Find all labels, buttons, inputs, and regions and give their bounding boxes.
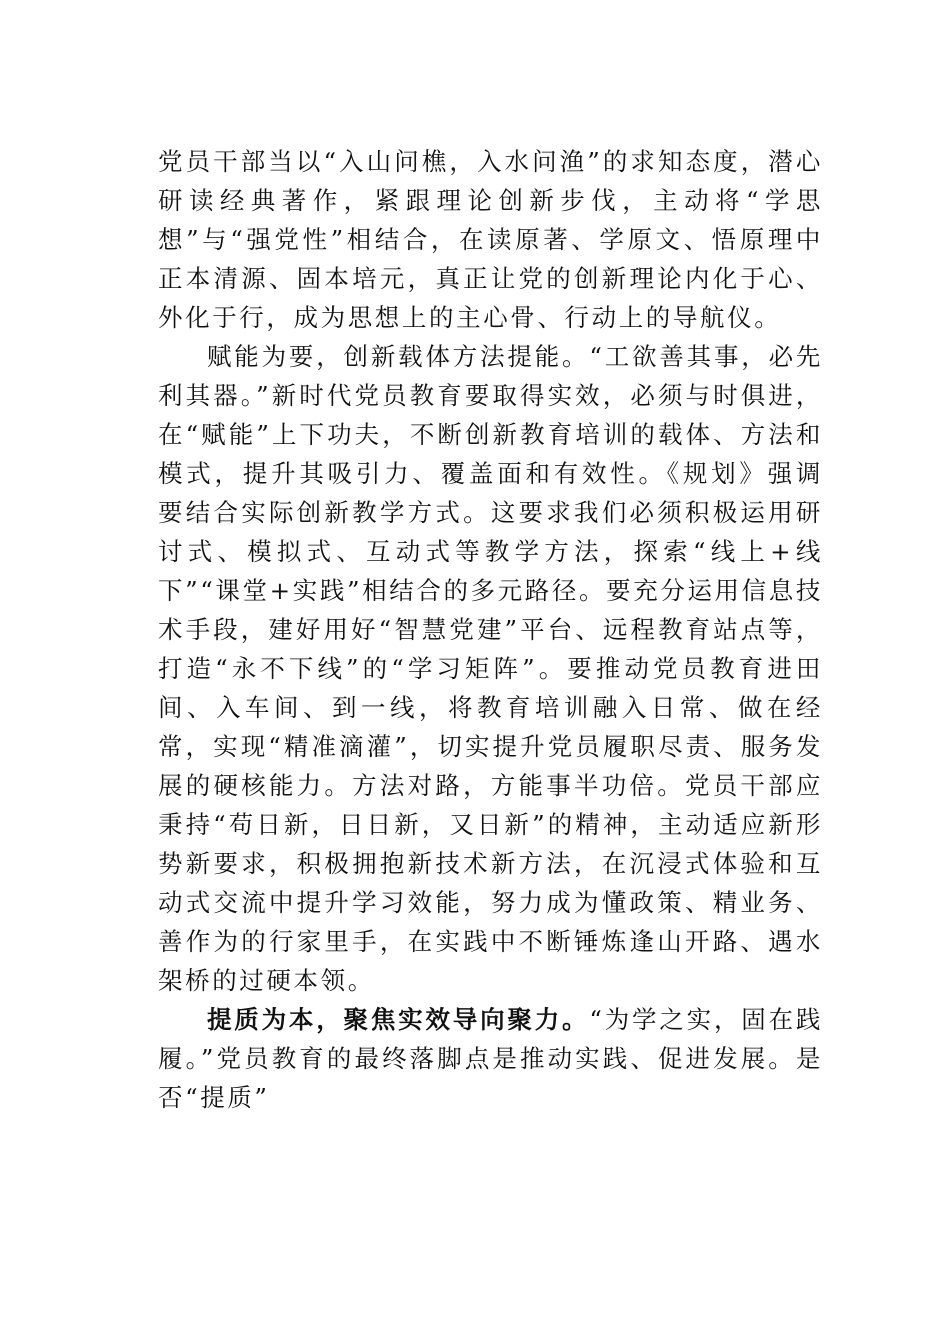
- paragraph-3-heading: 提质为本，聚焦实效导向聚力。: [207, 1005, 590, 1034]
- paragraph-2-text: 赋能为要，创新载体方法提能。“工欲善其事，必先利其器。”新时代党员教育要取得实效，必须与时俱进，在“赋能”上下功夫，不断创新教育培训的载体、方法和模式，提升其吸引力、覆盖面和有效性。《规划》强调要结合实际创新教学方式。这要求我们必须积极运用研讨式、模拟式、互动式等教学方法，探索“线上+线下”“课堂+实践”相结合的多元路径。要充分运用信息技术手段，建好用好“智慧党建”平台、远程教育站点等，打造“永不下线”的“学习矩阵”。要推动党员教育进田间、入车间、到一线，将教育培训融入日常、做在经常，实现“精准滴灌”，切实提升党员履职尽责、服务发展的硬核能力。方法对路，方能事半功倍。党员干部应秉持“苟日新，日日新，又日新”的精神，主动适应新形势新要求，积极拥抱新技术新方法，在沉浸式体验和互动式交流中提升学习效能，努力成为懂政策、精业务、善作为的行家里手，在实践中不断锤炼逢山开路、遇水架桥的过硬本领。: [158, 342, 823, 995]
- paragraph-1-text: 党员干部当以“入山问樵，入水问渔”的求知态度，潜心研读经典著作，紧跟理论创新步伐，主动将“学思想”与“强党性”相结合，在读原著、学原文、悟原理中正本清源、固本培元，真正让党的创新理论内化于心、外化于行，成为思想上的主心骨、行动上的导航仪。: [158, 147, 823, 332]
- paragraph-2: [158, 337, 823, 1000]
- paragraph-3: [158, 1000, 823, 1117]
- paragraph-1: [158, 142, 823, 337]
- paragraph-3-text: “为学之实，固在践履。”党员教育的最终落脚点是推动实践、促进发展。是否“提质”: [158, 1005, 823, 1112]
- body-text: [158, 142, 823, 1117]
